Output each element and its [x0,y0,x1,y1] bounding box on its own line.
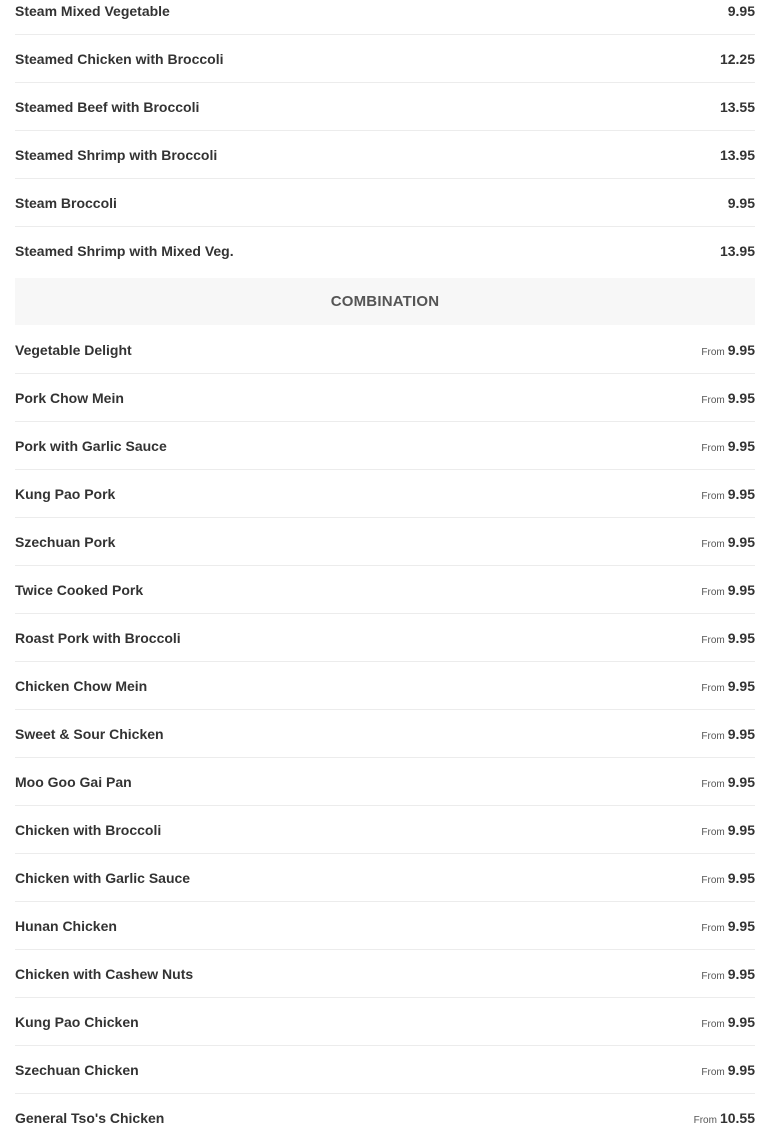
item-name: General Tso's Chicken [15,1110,165,1126]
from-label: From [701,827,725,838]
from-label: From [701,635,725,646]
item-name: Chicken with Garlic Sauce [15,870,191,886]
item-name: Roast Pork with Broccoli [15,630,181,646]
menu-item[interactable] [15,83,755,131]
item-price-wrap [701,710,755,761]
item-name: Szechuan Pork [15,534,116,550]
item-price-wrap [728,0,755,36]
item-price: 12.25 [719,51,755,67]
from-label: From [693,1115,717,1126]
item-name: Chicken with Cashew Nuts [15,966,194,982]
menu-item[interactable] [15,374,755,422]
menu-item[interactable] [15,326,755,374]
item-name: Steamed Shrimp with Broccoli [15,147,218,163]
from-label: From [701,875,725,886]
menu-item[interactable] [15,0,755,35]
menu-item[interactable] [15,614,755,662]
item-price: 9.95 [727,342,755,358]
item-price-wrap [701,806,755,857]
menu-item[interactable] [15,35,755,83]
menu-item[interactable] [15,758,755,806]
item-price-wrap [701,854,755,905]
menu-item[interactable] [15,950,755,998]
item-price-wrap [701,1046,755,1097]
item-name: Szechuan Chicken [15,1062,139,1078]
item-price: 9.95 [727,726,755,742]
menu-item[interactable] [15,998,755,1046]
item-name: Sweet & Sour Chicken [15,726,164,742]
item-price: 13.55 [719,99,755,115]
item-price-wrap [720,227,755,276]
item-price-wrap [720,35,755,84]
item-price: 9.95 [727,438,755,454]
item-price: 13.95 [719,243,755,259]
menu-item[interactable] [15,227,755,278]
item-price-wrap [701,326,755,377]
item-price-wrap [720,83,755,132]
item-price-wrap [701,998,755,1049]
item-price: 9.95 [727,390,755,406]
menu-container [15,0,755,1136]
menu-item[interactable] [15,710,755,758]
item-price: 9.95 [727,1014,755,1030]
item-price: 9.95 [727,966,755,982]
item-name: Kung Pao Chicken [15,1014,139,1030]
item-price-wrap [701,566,755,617]
item-price: 9.95 [727,822,755,838]
item-price: 9.95 [727,3,755,19]
from-label: From [701,347,725,358]
item-price: 9.95 [727,870,755,886]
item-name: Twice Cooked Pork [15,582,144,598]
item-name: Moo Goo Gai Pan [15,774,132,790]
item-price: 9.95 [727,678,755,694]
item-price: 9.95 [727,918,755,934]
item-price-wrap [701,950,755,1001]
item-price-wrap [701,518,755,569]
item-price-wrap [694,1094,755,1136]
menu-item[interactable] [15,179,755,227]
menu-item[interactable] [15,662,755,710]
from-label: From [701,683,725,694]
menu-item[interactable] [15,902,755,950]
item-price-wrap [701,470,755,521]
menu-item[interactable] [15,131,755,179]
item-price-wrap [701,374,755,425]
item-name: Steamed Shrimp with Mixed Veg. [15,243,234,259]
from-label: From [701,1019,725,1030]
item-name: Chicken Chow Mein [15,678,148,694]
combination-items-list [15,326,755,1136]
item-name: Pork Chow Mein [15,390,124,406]
item-name: Steam Broccoli [15,195,117,211]
from-label: From [701,491,725,502]
from-label: From [701,443,725,454]
item-name: Steamed Chicken with Broccoli [15,51,224,67]
from-label: From [701,971,725,982]
item-name: Vegetable Delight [15,342,132,358]
from-label: From [701,395,725,406]
item-name: Pork with Garlic Sauce [15,438,167,454]
menu-item[interactable] [15,854,755,902]
item-price-wrap [701,902,755,953]
item-price: 9.95 [727,774,755,790]
from-label: From [701,539,725,550]
steamed-items-list [15,0,755,278]
item-name: Kung Pao Pork [15,486,116,502]
item-price-wrap [720,131,755,180]
item-price: 9.95 [727,1062,755,1078]
item-name: Hunan Chicken [15,918,117,934]
item-price-wrap [728,179,755,228]
item-price: 10.55 [719,1110,755,1126]
item-price: 9.95 [727,534,755,550]
menu-item[interactable] [15,422,755,470]
menu-item[interactable] [15,566,755,614]
item-price: 9.95 [727,486,755,502]
menu-item[interactable] [15,806,755,854]
from-label: From [701,779,725,790]
menu-item[interactable] [15,1094,755,1136]
from-label: From [701,1067,725,1078]
item-name: Steamed Beef with Broccoli [15,99,200,115]
item-name: Chicken with Broccoli [15,822,162,838]
item-name: Steam Mixed Vegetable [15,3,170,19]
from-label: From [701,923,725,934]
from-label: From [701,731,725,742]
item-price: 9.95 [727,630,755,646]
from-label: From [701,587,725,598]
item-price: 13.95 [719,147,755,163]
item-price-wrap [701,422,755,473]
menu-item[interactable] [15,518,755,566]
item-price: 9.95 [727,582,755,598]
menu-item[interactable] [15,470,755,518]
item-price-wrap [701,758,755,809]
item-price: 9.95 [727,195,755,211]
menu-item[interactable] [15,1046,755,1094]
item-price-wrap [701,614,755,665]
section-header-combination: COMBINATION [15,278,755,325]
item-price-wrap [701,662,755,713]
